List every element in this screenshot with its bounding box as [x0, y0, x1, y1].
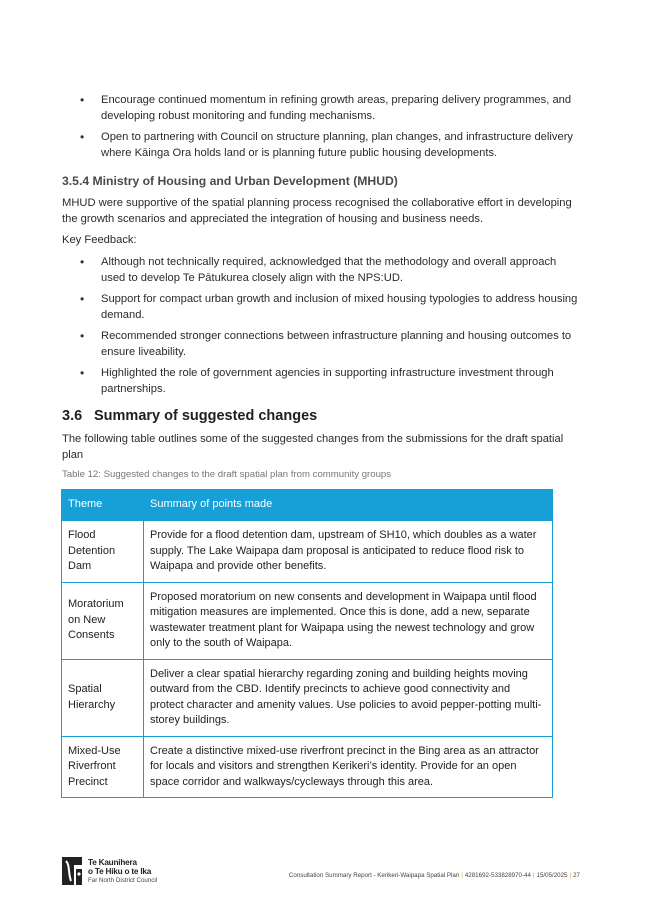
list-item: • Recommended stronger connections between infrastructure planning and housing outcomes to ensure liveability. [62, 329, 582, 360]
mhud-paragraph: MHUD were supportive of the spatial planning process recognised the collaborative effort in developing the growth scenarios and appreciated the integration of housing and business needs. [62, 197, 572, 225]
footer-date: 15/05/2025 [536, 872, 568, 879]
summary-cell: Deliver a clear spatial hierarchy regarding zoning and building heights moving outward from the CBD. Identify precincts to achieve good connectivity and protect character and amenity values. Use policies to avoid pepper-potting multi-storey buildings. [144, 659, 553, 736]
logo-wordmark [88, 858, 157, 885]
key-feedback-label: Key Feedback: [62, 234, 137, 246]
section-title: Summary of suggested changes [94, 408, 318, 424]
logo-line-3: Far North District Council [88, 876, 158, 884]
list-item: • Highlighted the role of government agencies in supporting infrastructure investment through partnerships. [62, 366, 582, 397]
page-number: 27 [573, 872, 580, 879]
section-heading-36 [62, 408, 317, 424]
section-heading-354: 3.5.4 Ministry of Housing and Urban Development (MHUD) [62, 174, 398, 188]
table-row [62, 521, 553, 583]
key-feedback-list [62, 255, 582, 397]
table-row [62, 659, 553, 736]
column-header-summary: Summary of points made [144, 490, 553, 521]
section-number: 3.6 [62, 408, 83, 424]
summary-cell: Proposed moratorium on new consents and development in Waipapa until flood mitigation measures are implemented. Once this is done, add a new, separate wastewater treatment plant for Waipapa using the newest technology and grow only to the south of Waipapa. [144, 582, 553, 659]
summary-cell: Provide for a flood detention dam, upstream of SH10, which doubles as a water supply. The Lake Waipapa dam proposal is anticipated to reduce flood risk to Waipapa and provide other benefits. [144, 521, 553, 583]
list-item: • Encourage continued momentum in refining growth areas, preparing delivery programmes, and developing robust monitoring and funding mechanisms. [62, 93, 582, 124]
table-header-row [62, 490, 553, 521]
bullet-list-top [62, 93, 582, 161]
table-row [62, 736, 553, 798]
list-item: • Open to partnering with Council on structure planning, plan changes, and infrastructure delivery where Kāinga Ora holds land or is planning future public housing developments. [62, 130, 582, 161]
table-row [62, 582, 553, 659]
suggested-changes-table [61, 489, 553, 798]
fndc-logo-mark-icon [60, 855, 84, 887]
theme-cell: Spatial Hierarchy [62, 659, 144, 736]
theme-cell: Flood Detention Dam [62, 521, 144, 583]
column-header-theme: Theme [62, 490, 144, 521]
logo-line-1: Te Kaunihera [88, 857, 137, 867]
list-item: • Although not technically required, acknowledged that the methodology and overall approach used to develop Te Pātukurea closely align with the NPS:UD. [62, 255, 582, 286]
summary-cell: Create a distinctive mixed-use riverfront precinct in the Bing area as an attractor for locals and visitors and strengthen Kerikeri’s identity. Provide for an open space corridor and walkways/cycleways through this area. [144, 736, 553, 798]
list-item: • Support for compact urban growth and inclusion of mixed housing typologies to address housing demand. [62, 292, 582, 323]
council-logo [60, 855, 157, 887]
footer-report-title: Consultation Summary Report - Kerikeri-Waipapa Spatial Plan [288, 872, 460, 879]
footer-doc-id: 4281692-533828970-44 [464, 872, 531, 879]
logo-line-2: o Te Hiku o te Ika [88, 866, 152, 876]
table-caption: Table 12: Suggested changes to the draft spatial plan from community groups [62, 469, 392, 480]
theme-cell: Mixed-Use Riverfront Precinct [62, 736, 144, 798]
table-intro-paragraph: The following table outlines some of the suggested changes from the submissions for the draft spatial plan [62, 433, 564, 461]
theme-cell: Moratorium on New Consents [62, 582, 144, 659]
page-footer: Consultation Summary Report - Kerikeri-Waipapa Spatial Plan | 4281692-533828970-44 | 15/05/2025 | 27 [288, 872, 580, 879]
